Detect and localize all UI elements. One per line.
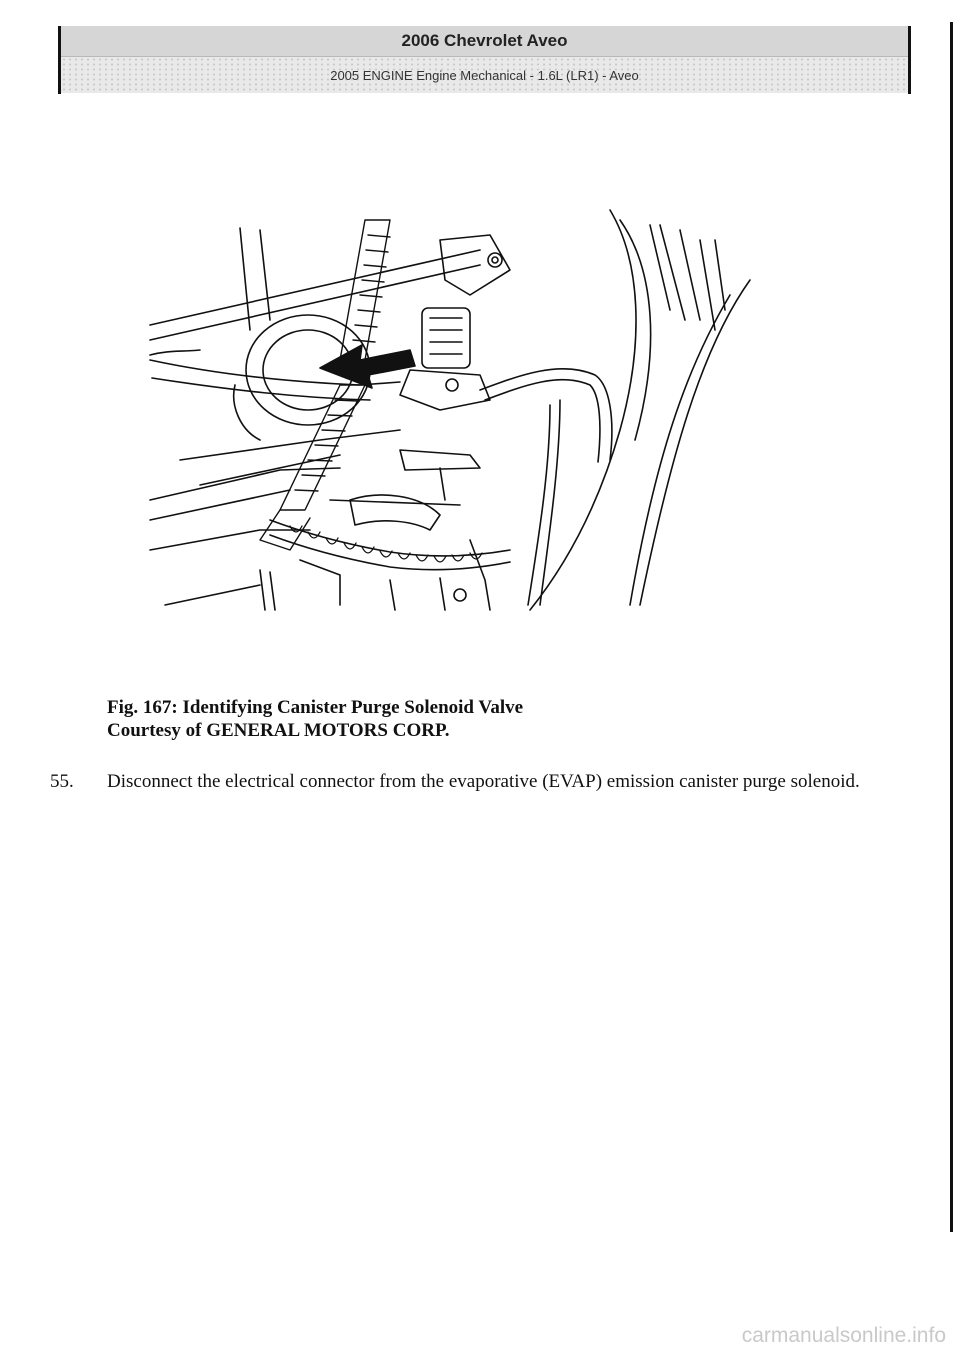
figure-caption-title: Fig. 167: Identifying Canister Purge Solenoid Valve bbox=[107, 697, 524, 718]
header-title: 2006 Chevrolet Aveo bbox=[61, 26, 908, 57]
header-subtitle: 2005 ENGINE Engine Mechanical - 1.6L (LR1) - Aveo bbox=[61, 57, 908, 93]
figure-caption-credit: Courtesy of GENERAL MOTORS CORP. bbox=[107, 720, 450, 741]
page-border-right bbox=[950, 22, 953, 1232]
figure-caption bbox=[107, 696, 523, 742]
step-text: Disconnect the electrical connector from the evaporative (EVAP) emission canister purge solenoid. bbox=[107, 771, 860, 792]
document-header bbox=[58, 26, 911, 94]
watermark: carmanualsonline.info bbox=[741, 1324, 946, 1347]
procedure-step bbox=[50, 767, 870, 797]
purge-solenoid-illustration bbox=[140, 200, 760, 620]
step-number: 55. bbox=[50, 771, 74, 792]
